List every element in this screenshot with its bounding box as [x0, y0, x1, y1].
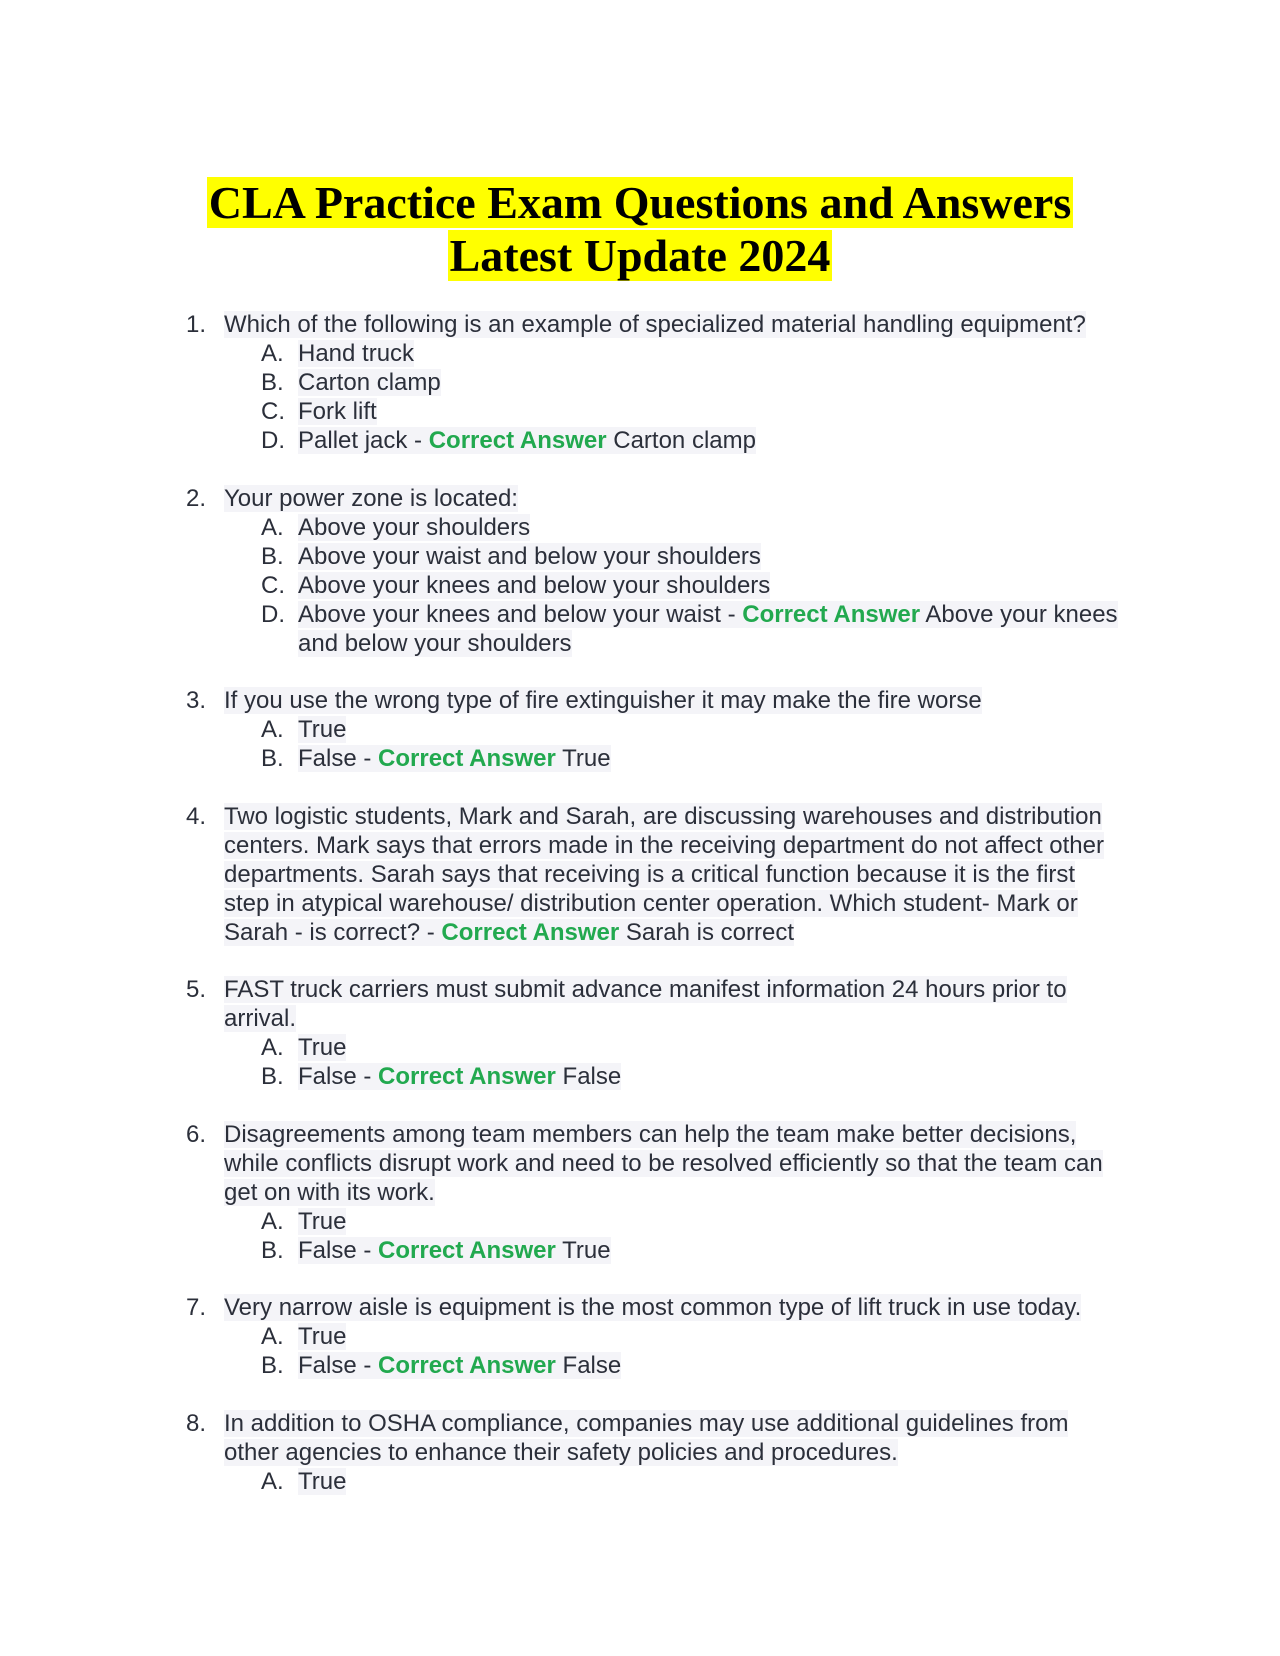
option-b: [261, 542, 1126, 571]
option-a: [261, 1033, 1126, 1062]
option-b: [261, 1351, 1126, 1380]
option-b: [261, 1236, 1126, 1265]
option-text: True: [298, 1323, 347, 1350]
option-letter: A.: [261, 716, 284, 743]
correct-answer-label: Correct Answer: [378, 1352, 556, 1379]
option-text: Fork lift: [298, 398, 377, 425]
correct-answer-text: True: [562, 745, 611, 772]
option-text: Carton clamp: [298, 369, 441, 396]
title-line-1: CLA Practice Exam Questions and Answers: [208, 177, 1072, 228]
option-text: Above your knees and below your shoulders: [298, 571, 771, 599]
option-letter: B.: [261, 745, 284, 772]
question-text: In addition to OSHA compliance, companies may use additional guidelines from other agencies to enhance their safety policies and procedures.: [224, 1409, 1069, 1466]
option-d: [261, 426, 1126, 455]
option-letter: B.: [261, 1352, 284, 1379]
correct-answer-text: Sarah is correct: [625, 918, 794, 946]
option-text: False -: [298, 1352, 379, 1379]
question-text: Two logistic students, Mark and Sarah, are discussing warehouses and distribution centers. Mark says that errors made in the receiving department do not affect other departments. Sarah says that receiving is a critical function because it is the first step in atypical warehouse/ distribution center operation. Which student- Mark or Sarah - is correct? -: [224, 802, 1104, 946]
correct-answer-label: Correct Answer: [378, 745, 556, 772]
option-letter: B.: [261, 1236, 284, 1264]
correct-answer-label: Correct Answer: [441, 918, 620, 946]
question-6: [186, 1120, 1126, 1265]
option-b: [261, 1062, 1126, 1091]
option-text: True: [298, 1467, 347, 1495]
correct-answer-label: Correct Answer: [378, 1236, 556, 1264]
option-letter: A.: [261, 340, 284, 367]
question-4: [186, 802, 1126, 947]
question-8: [186, 1409, 1126, 1496]
question-number: 3.: [186, 687, 207, 714]
question-7: [186, 1293, 1126, 1380]
option-d: [261, 600, 1126, 658]
document-title: [0, 176, 1280, 282]
option-text: Above your shoulders: [298, 513, 531, 541]
option-text: True: [298, 1034, 347, 1061]
option-letter: C.: [261, 571, 285, 599]
option-text: False -: [298, 745, 379, 772]
correct-answer-text: False: [562, 1352, 622, 1379]
option-letter: B.: [261, 1063, 284, 1090]
option-a: [261, 1322, 1126, 1351]
option-letter: B.: [261, 369, 284, 396]
question-list: [186, 310, 1126, 1524]
question-text: Which of the following is an example of specialized material handling equipment?: [224, 311, 1086, 338]
question-2: [186, 484, 1126, 658]
option-text: True: [298, 716, 347, 743]
question-3: [186, 686, 1126, 773]
correct-answer-text: Above your knees and below your shoulders: [298, 600, 1118, 657]
correct-answer-label: Correct Answer: [378, 1063, 556, 1090]
question-text: If you use the wrong type of fire extinguisher it may make the fire worse: [224, 687, 982, 714]
question-text: FAST truck carriers must submit advance manifest information 24 hours prior to arrival.: [224, 976, 1067, 1032]
option-a: [261, 1467, 1126, 1496]
correct-answer-label: Correct Answer: [428, 427, 607, 454]
option-a: [261, 1207, 1126, 1236]
option-a: [261, 339, 1126, 368]
question-number: 4.: [186, 802, 207, 830]
option-letter: D.: [261, 600, 285, 628]
question-number: 8.: [186, 1409, 207, 1437]
question-number: 1.: [186, 311, 207, 338]
option-letter: A.: [261, 1467, 284, 1495]
question-number: 5.: [186, 976, 207, 1003]
title-line-2: Latest Update 2024: [449, 230, 831, 281]
question-text: Very narrow aisle is equipment is the most common type of lift truck in use today.: [224, 1294, 1082, 1321]
option-letter: A.: [261, 1323, 284, 1350]
option-letter: A.: [261, 513, 284, 541]
option-letter: A.: [261, 1034, 284, 1061]
option-a: [261, 715, 1126, 744]
question-text: Disagreements among team members can help the team make better decisions, while conflicts disrupt work and need to be resolved efficiently so that the team can get on with its work.: [224, 1120, 1103, 1206]
option-letter: B.: [261, 542, 284, 570]
option-text: Above your knees and below your waist -: [298, 600, 743, 628]
correct-answer-label: Correct Answer: [742, 600, 921, 628]
option-text: Pallet jack -: [298, 427, 429, 454]
question-5: [186, 975, 1126, 1091]
option-letter: A.: [261, 1207, 284, 1235]
option-text: True: [298, 1207, 347, 1235]
option-letter: C.: [261, 398, 285, 425]
question-text: Your power zone is located:: [224, 484, 518, 512]
option-b: [261, 744, 1126, 773]
option-b: [261, 368, 1126, 397]
question-number: 6.: [186, 1120, 207, 1148]
question-1: [186, 310, 1126, 455]
option-text: Above your waist and below your shoulders: [298, 542, 761, 570]
correct-answer-text: False: [562, 1063, 622, 1090]
correct-answer-text: Carton clamp: [613, 427, 756, 454]
option-letter: D.: [261, 427, 285, 454]
option-a: [261, 513, 1126, 542]
question-number: 7.: [186, 1294, 207, 1321]
option-text: False -: [298, 1236, 379, 1264]
option-text: Hand truck: [298, 340, 415, 367]
option-c: [261, 397, 1126, 426]
correct-answer-text: True: [562, 1236, 611, 1264]
option-text: False -: [298, 1063, 379, 1090]
question-number: 2.: [186, 484, 207, 512]
option-c: [261, 571, 1126, 600]
